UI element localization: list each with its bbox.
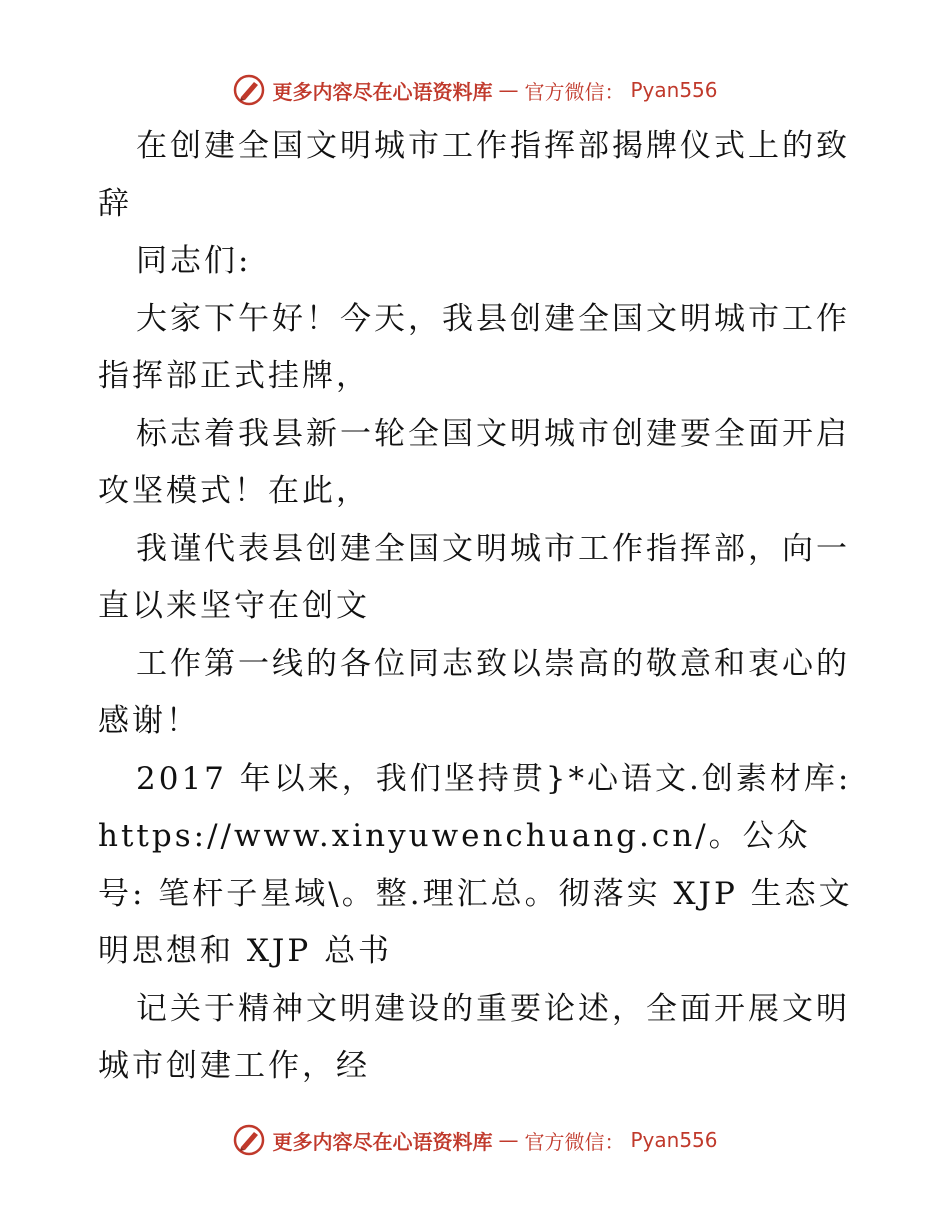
paragraph: 大家下午好！今天，我县创建全国文明城市工作指挥部正式挂牌， [98,300,850,394]
paragraph: 我谨代表县创建全国文明城市工作指挥部，向一直以来坚守在创文 [98,530,850,624]
salutation: 同志们: [136,243,252,279]
banner-separator: — [498,78,519,102]
banner-separator: — [498,1128,519,1152]
header-banner [0,70,950,110]
banner-wechat-id: Pyan556 [630,1128,718,1152]
document-body [98,118,858,1096]
footer-banner [0,1120,950,1160]
paragraph: 工作第一线的各位同志致以崇高的敬意和衷心的感谢！ [98,645,850,739]
banner-wechat-label: 官方微信： [524,79,625,104]
pen-logo-icon [232,1123,266,1157]
paragraph: 记关于精神文明建设的重要论述，全面开展文明城市创建工作，经 [98,990,850,1084]
banner-wechat-id: Pyan556 [630,78,718,102]
banner-brand-text: 更多内容尽在心语资料库 [272,1129,493,1154]
banner-wechat-label: 官方微信： [524,1129,625,1154]
paragraph: 2017 年以来，我们坚持贯}*心语文.创素材库:https://www.xinyuwenchuang.cn/。公众号: 笔杆子星域\。整.理汇总。彻落实 XJP 生态文明思想和 XJP 总书 [98,760,853,969]
paragraph: 标志着我县新一轮全国文明城市创建要全面开启攻坚模式！在此， [98,415,850,509]
banner-brand-text: 更多内容尽在心语资料库 [272,79,493,104]
document-title: 在创建全国文明城市工作指挥部揭牌仪式上的致辞 [98,128,850,222]
pen-logo-icon [232,73,266,107]
